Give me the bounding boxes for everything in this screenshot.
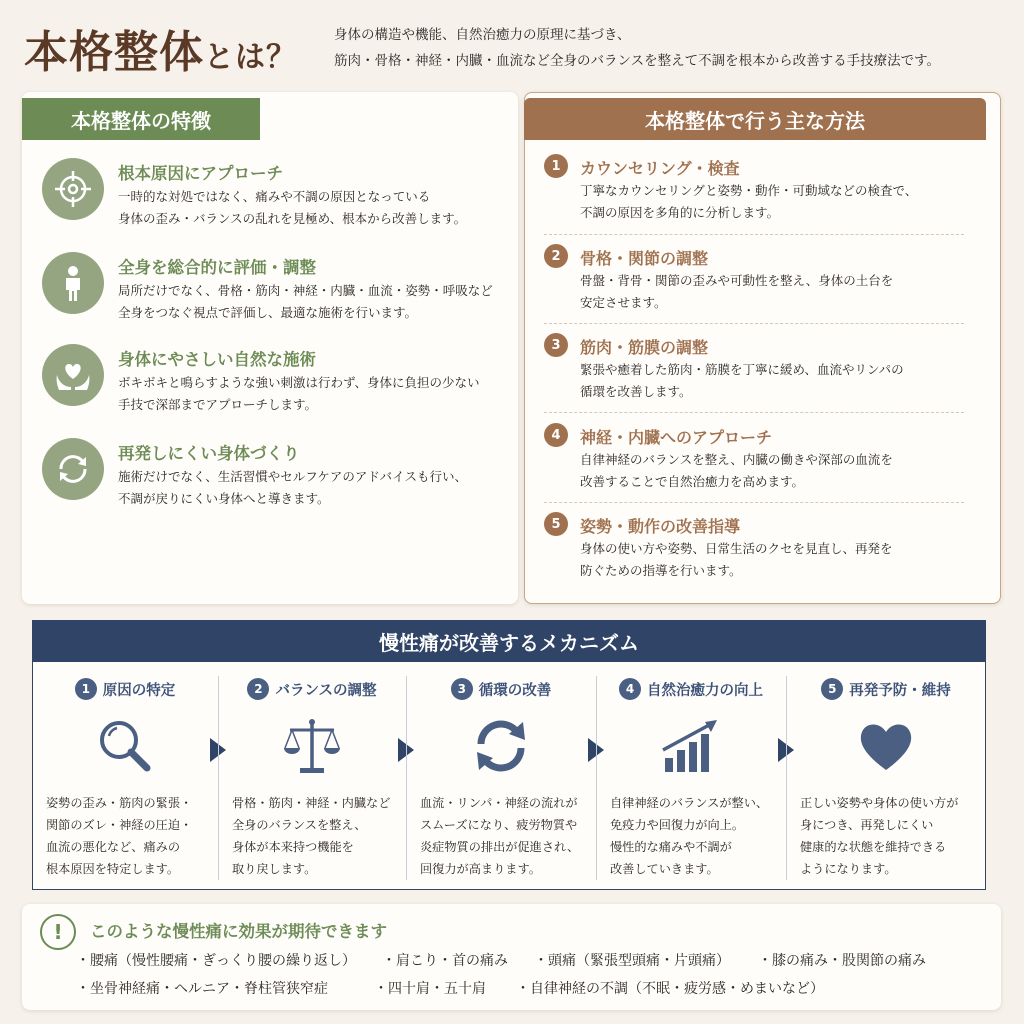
condition-item: ・膝の痛み・股関節の痛み [758, 953, 926, 969]
page-description [334, 22, 940, 74]
refresh-icon [469, 714, 533, 778]
feature-text-line: 身体の歪み・バランスの乱れを見極め、根本から改善します。 [118, 211, 467, 226]
step-number-badge: 5 [544, 512, 568, 536]
page-header [24, 14, 1014, 84]
mechanism-heading: 慢性痛が改善するメカニズム [32, 620, 986, 662]
method-title: カウンセリング・検査 [580, 159, 740, 178]
mechanism-step [32, 662, 218, 890]
mechanism-text-line: 自律神経のバランスが整い、 [610, 796, 769, 810]
method-text-line: 自律神経のバランスを整え、内臓の働きや深部の血流を [580, 452, 893, 467]
feature-item [42, 158, 512, 238]
feature-text [118, 466, 467, 510]
mechanism-text-line: 炎症物質の排出が促進され、 [420, 840, 580, 854]
mechanism-step [218, 662, 406, 890]
mechanism-text-line: 骨格・筋肉・神経・内臓など [232, 796, 391, 810]
mechanism-text-line: 改善していきます。 [610, 862, 719, 876]
page-title [24, 16, 297, 80]
method-text-line: 安定させます。 [580, 295, 667, 310]
condition-item: ・自律神経の不調（不眠・疲労感・めまいなど） [516, 981, 824, 997]
mechanism-step-text [46, 792, 192, 880]
magnifier-icon [93, 714, 157, 778]
feature-item [42, 252, 512, 332]
hands-heart-icon [42, 344, 104, 406]
methods-heading: 本格整体で行う主な方法 [524, 98, 986, 140]
feature-text-line: 一時的な対処ではなく、痛みや不調の原因となっている [118, 189, 431, 204]
method-text-line: 防ぐための指導を行います。 [580, 563, 742, 578]
step-number-badge: 1 [544, 154, 568, 178]
feature-title: 再発しにくい身体づくり [118, 444, 300, 463]
feature-text-line: 手技で深部までアプローチします。 [118, 397, 318, 412]
divider [544, 323, 964, 324]
mechanism-step [406, 662, 596, 890]
target-icon [42, 158, 104, 220]
page-title-main: 本格整体 [24, 27, 204, 78]
mechanism-text-line: 血流の悪化など、痛みの [46, 840, 181, 854]
conditions-heading: このような慢性痛に効果が期待できます [90, 922, 387, 941]
mechanism-text-line: 全身のバランスを整え、 [232, 818, 367, 832]
feature-text-line: 施術だけでなく、生活習慣やセルフケアのアドバイスも行い、 [118, 469, 468, 484]
feature-title: 根本原因にアプローチ [118, 164, 283, 183]
feature-text-line: 局所だけでなく、骨格・筋肉・神経・内臓・血流・姿勢・呼吸など [118, 283, 493, 298]
step-number-badge: 3 [451, 678, 473, 700]
mechanism-text-line: 血流・リンパ・神経の流れが [420, 796, 578, 810]
person-icon [42, 252, 104, 314]
mechanism-text-line: 根本原因を特定します。 [46, 862, 180, 876]
method-title: 神経・内臓へのアプローチ [580, 428, 773, 447]
mechanism-step-title: 原因の特定 [102, 682, 176, 699]
feature-text-line: 全身をつなぐ視点で評価し、最適な施術を行います。 [118, 305, 418, 320]
method-text-line: 骨盤・背骨・関節の歪みや可動性を整え、身体の土台を [580, 273, 894, 288]
step-number-badge: 2 [247, 678, 269, 700]
method-text [580, 180, 917, 224]
condition-item: ・坐骨神経痛・ヘルニア・脊柱管狭窄症 [76, 981, 328, 997]
mechanism-text-line: 身体が本来持つ機能を [232, 840, 354, 854]
mechanism-step-title: 再発予防・維持 [849, 682, 951, 699]
mechanism-text-line: 免疫力や回復力が向上。 [610, 818, 745, 832]
mechanism-text-line: 慢性的な痛みや不調が [610, 840, 732, 854]
mechanism-text-line: 健康的な状態を維持できる [800, 840, 947, 854]
method-text-line: 丁寧なカウンセリングと姿勢・動作・可動域などの検査で、 [580, 183, 918, 198]
step-number-badge: 3 [544, 333, 568, 357]
feature-text [118, 372, 480, 416]
method-text [580, 538, 893, 582]
condition-item: ・四十肩・五十肩 [374, 981, 486, 997]
method-text-line: 緊張や癒着した筋肉・筋膜を丁寧に緩め、血流やリンパの [580, 362, 904, 377]
method-text [580, 270, 893, 314]
mechanism-step-text [800, 792, 958, 880]
exclamation-icon: ! [40, 914, 76, 950]
divider [544, 234, 964, 235]
divider [544, 502, 964, 503]
heart-icon [854, 714, 918, 778]
page-description-line2: 筋肉・骨格・神経・内臓・血流など全身のバランスを整えて不調を根本から改善する手技療法です。 [334, 53, 941, 69]
mechanism-step-text [420, 792, 579, 880]
step-number-badge: 4 [619, 678, 641, 700]
mechanism-step-title: 自然治癒力の向上 [647, 682, 763, 699]
step-number-badge: 2 [544, 244, 568, 268]
method-text-line: 身体の使い方や姿勢、日常生活のクセを見直し、再発を [580, 541, 893, 556]
mechanism-text-line: 姿勢の歪み・筋肉の緊張・ [46, 796, 193, 810]
condition-item: ・頭痛（緊張型頭痛・片頭痛） [534, 953, 730, 969]
mechanism-step [786, 662, 986, 890]
feature-text-line: 不調が戻りにくい身体へと導きます。 [118, 491, 330, 506]
method-title: 姿勢・動作の改善指導 [580, 517, 741, 536]
page-title-suffix: とは？ [204, 40, 297, 75]
method-text [580, 449, 893, 493]
mechanism-text-line: ようになります。 [800, 862, 897, 876]
mechanism-text-line: 回復力が高まります。 [420, 862, 541, 876]
page-description-line1: 身体の構造や機能、自然治癒力の原理に基づき、 [334, 27, 631, 43]
mechanism-step-text [232, 792, 390, 880]
step-number-badge: 5 [821, 678, 843, 700]
cycle-icon [42, 438, 104, 500]
mechanism-step [596, 662, 786, 890]
feature-title: 身体にやさしい自然な施術 [118, 350, 316, 369]
features-heading: 本格整体の特徴 [22, 98, 260, 140]
method-text [580, 359, 904, 403]
mechanism-text-line: 正しい姿勢や身体の使い方が [800, 796, 959, 810]
mechanism-step-text [610, 792, 768, 880]
scale-icon [280, 714, 344, 778]
mechanism-text-line: 関節のズレ・神経の圧迫・ [46, 818, 193, 832]
method-text-line: 改善することで自然治癒力を高めます。 [580, 474, 805, 489]
feature-text [118, 280, 493, 324]
method-text-line: 不調の原因を多角的に分析します。 [580, 205, 780, 220]
step-number-badge: 4 [544, 423, 568, 447]
mechanism-text-line: スムーズになり、疲労物質や [420, 818, 578, 832]
mechanism-step-title: 循環の改善 [478, 682, 552, 699]
mechanism-step-title: バランスの調整 [275, 682, 377, 699]
feature-text [118, 186, 466, 230]
growth-chart-icon [659, 714, 723, 778]
condition-item: ・腰痛（慢性腰痛・ぎっくり腰の繰り返し） [76, 953, 356, 969]
method-text-line: 循環を改善します。 [580, 384, 692, 399]
step-number-badge: 1 [75, 678, 97, 700]
divider [544, 412, 964, 413]
method-title: 筋肉・筋膜の調整 [580, 338, 709, 357]
feature-item [42, 438, 512, 518]
feature-title: 全身を総合的に評価・調整 [118, 258, 316, 277]
condition-item: ・肩こり・首の痛み [382, 953, 508, 969]
feature-item [42, 344, 512, 424]
mechanism-text-line: 取り戻します。 [232, 862, 317, 876]
feature-text-line: ボキボキと鳴らすような強い刺激は行わず、身体に負担の少ない [118, 375, 480, 390]
mechanism-text-line: 身につき、再発しにくい [800, 818, 934, 832]
method-title: 骨格・関節の調整 [580, 249, 709, 268]
